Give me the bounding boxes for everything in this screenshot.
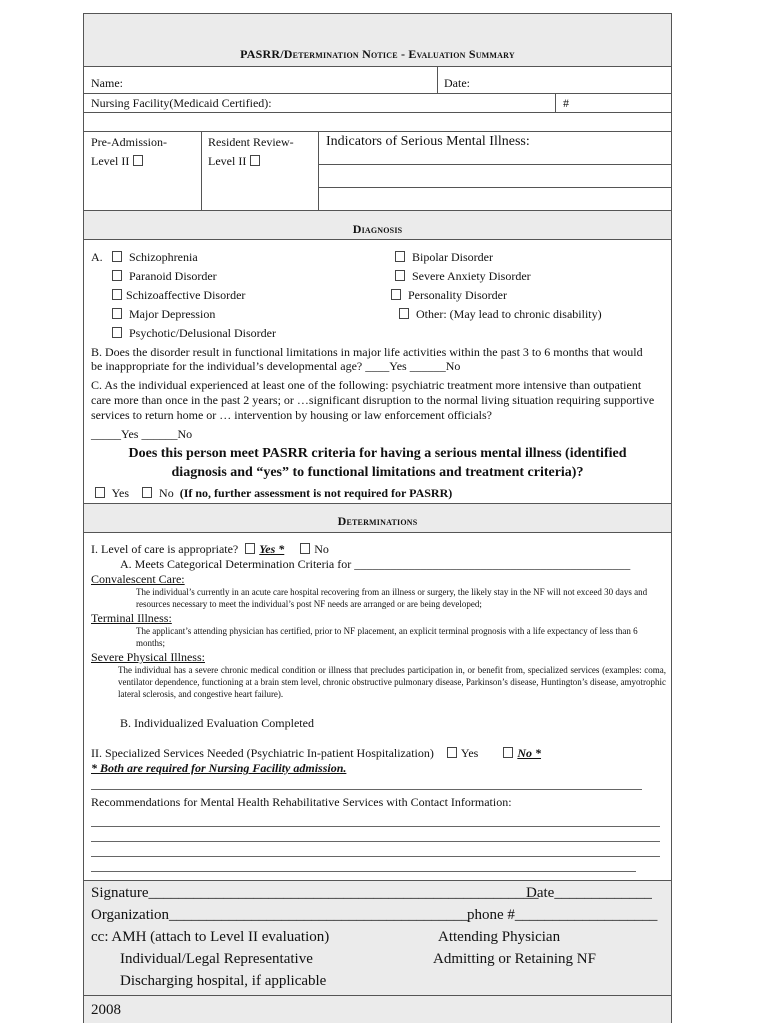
checkbox[interactable] bbox=[112, 251, 122, 262]
terminal-title: Terminal Illness: bbox=[91, 611, 172, 625]
specialized-services-row: II. Specialized Services Needed (Psychiatric In-patient Hospitalization) Yes No * bbox=[91, 746, 542, 760]
recommendations-line-4[interactable] bbox=[91, 871, 636, 872]
level-of-care-row: I. Level of care is appropriate? Yes * No bbox=[91, 542, 329, 556]
question-b-line2: be inappropriate for the individual’s developmental age? ____Yes ______No bbox=[91, 359, 461, 373]
criteria-yes-checkbox[interactable] bbox=[95, 487, 105, 498]
question-c-line2: care more than once in the past 2 years; or …significant disruption to the normal living situation requiring supportive bbox=[91, 393, 655, 407]
signature-field[interactable]: Signature____________________________________________________ bbox=[91, 885, 539, 901]
organization-field[interactable]: Organization________________________________________ bbox=[91, 907, 470, 923]
convalescent-title: Convalescent Care: bbox=[91, 572, 185, 586]
date-label: Date: bbox=[444, 76, 470, 90]
checkbox[interactable] bbox=[112, 308, 122, 319]
dx-personality[interactable]: Personality Disorder bbox=[387, 288, 507, 303]
determinations-heading: Determinations bbox=[337, 514, 418, 528]
facility-label: Nursing Facility(Medicaid Certified): bbox=[91, 96, 272, 110]
cc-discharging-hospital: Discharging hospital, if applicable bbox=[120, 973, 327, 989]
question-b-line1: B. Does the disorder result in functional limitations in major life activities within the past 3 to 6 months that would bbox=[91, 345, 643, 359]
dx-severe-anxiety[interactable]: Severe Anxiety Disorder bbox=[391, 269, 531, 284]
cc-amh: cc: AMH (attach to Level II evaluation) bbox=[91, 929, 330, 945]
diagnosis-heading: Diagnosis bbox=[352, 222, 403, 236]
indicators-label: Indicators of Serious Mental Illness: bbox=[326, 134, 530, 149]
checkbox[interactable] bbox=[391, 289, 401, 300]
blank-line[interactable] bbox=[91, 789, 642, 790]
recommendations-label: Recommendations for Mental Health Rehabilitative Services with Contact Information: bbox=[91, 795, 512, 809]
dx-bipolar[interactable]: Bipolar Disorder bbox=[391, 250, 493, 265]
name-label: Name: bbox=[91, 76, 123, 90]
categorical-criteria-line: A. Meets Categorical Determination Criteria for ______________________________________________ bbox=[120, 557, 631, 571]
checkbox[interactable] bbox=[112, 270, 122, 281]
checkbox[interactable] bbox=[395, 270, 405, 281]
resident-review-level: Level II bbox=[208, 154, 264, 169]
question-c-line3: services to return home or … intervention by housing or law enforcement officials? bbox=[91, 408, 492, 422]
form-page bbox=[83, 13, 672, 1023]
criteria-answer-row: Yes No (If no, further assessment is not required for PASRR) bbox=[91, 486, 452, 501]
level-no-checkbox[interactable] bbox=[300, 543, 310, 554]
form-year: 2008 bbox=[91, 1002, 121, 1018]
specialized-no-checkbox[interactable] bbox=[503, 747, 513, 758]
cc-attending-physician: Attending Physician bbox=[438, 929, 561, 945]
diagnosis-a-label: A. bbox=[91, 250, 103, 264]
checkbox[interactable] bbox=[399, 308, 409, 319]
dx-paranoid[interactable]: Paranoid Disorder bbox=[108, 269, 217, 284]
checkbox[interactable] bbox=[112, 289, 122, 300]
severe-title: Severe Physical Illness: bbox=[91, 650, 205, 664]
pre-admission-checkbox[interactable] bbox=[133, 155, 143, 166]
pre-admission-label: Pre-Admission- bbox=[91, 135, 167, 149]
criteria-no-checkbox[interactable] bbox=[142, 487, 152, 498]
recommendations-line-3[interactable] bbox=[91, 856, 660, 857]
recommendations-line-1[interactable] bbox=[91, 826, 660, 827]
criteria-question-line1: Does this person meet PASRR criteria for having a serious mental illness (identified bbox=[128, 446, 627, 461]
dx-psychotic[interactable]: Psychotic/Delusional Disorder bbox=[108, 326, 276, 341]
checkbox[interactable] bbox=[112, 327, 122, 338]
phone-field[interactable]: phone #___________________ bbox=[467, 907, 658, 923]
dx-other[interactable]: Other: (May lead to chronic disability) bbox=[395, 307, 602, 322]
individualized-evaluation: B. Individualized Evaluation Completed bbox=[120, 716, 314, 730]
specialized-yes-checkbox[interactable] bbox=[447, 747, 457, 758]
pre-admission-level: Level II bbox=[91, 154, 147, 169]
resident-review-label: Resident Review- bbox=[208, 135, 294, 149]
number-label: # bbox=[563, 96, 569, 110]
level-yes-checkbox[interactable] bbox=[245, 543, 255, 554]
question-c-line1: C. As the individual experienced at least one of the following: psychiatric treatment more intensive than outpatient bbox=[91, 378, 642, 392]
criteria-question-line2: diagnosis and “yes” to functional limitations and treatment criteria)? bbox=[171, 465, 584, 480]
resident-review-checkbox[interactable] bbox=[250, 155, 260, 166]
cc-admitting-nf: Admitting or Retaining NF bbox=[433, 951, 596, 967]
dx-schizophrenia[interactable]: Schizophrenia bbox=[108, 250, 198, 265]
dx-major-depression[interactable]: Major Depression bbox=[108, 307, 215, 322]
signature-date-field[interactable]: Date_____________ bbox=[526, 885, 652, 901]
severe-text: The individual has a severe chronic medical condition or illness that precludes participation in, or benefit from, specialized services (examples: coma, ventilator dependence, functioning at a brain stem level, chronic obstructive pulmonary disease, Parkinson’s disease, Huntington’s disease, amyotrophic lateral sclerosis, and congestive heart failure). bbox=[118, 665, 666, 699]
both-required-note: * Both are required for Nursing Facility admission. bbox=[91, 761, 347, 775]
dx-schizoaffective[interactable]: Schizoaffective Disorder bbox=[108, 288, 245, 303]
cc-individual: Individual/Legal Representative bbox=[120, 951, 313, 967]
checkbox[interactable] bbox=[395, 251, 405, 262]
recommendations-line-2[interactable] bbox=[91, 841, 660, 842]
terminal-text: The applicant’s attending physician has certified, prior to NF placement, an explicit terminal prognosis with a life expectancy of less than 6 months; bbox=[136, 626, 638, 648]
convalescent-text: The individual’s currently in an acute care hospital recovering from an illness or surgery, the likely stay in the NF will not exceed 30 days and resources necessary to meet the individual’s post NF needs are arranged or are being developed; bbox=[136, 587, 648, 609]
form-title: PASRR/Determination Notice - Evaluation Summary bbox=[240, 47, 515, 61]
question-c-line4: _____Yes ______No bbox=[91, 427, 193, 441]
